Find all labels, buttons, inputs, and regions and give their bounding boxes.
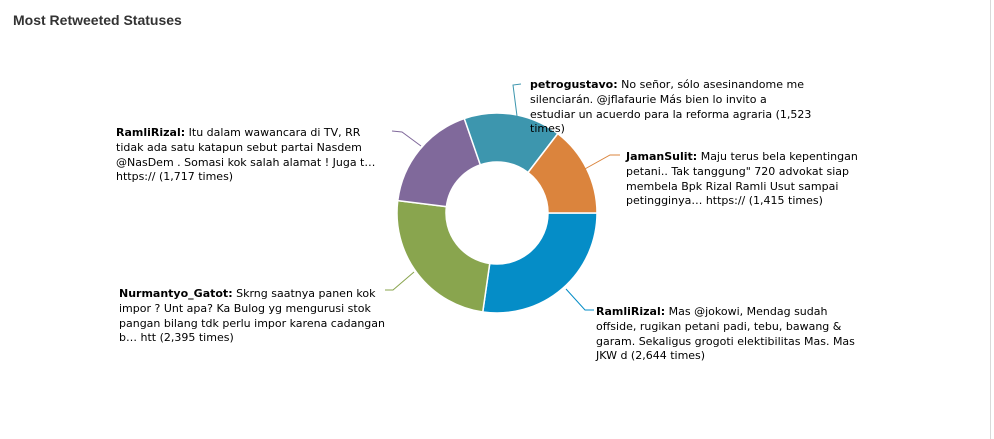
label-text: Mas @jokowi, Mendag sudah offside, rugikan petani padi, tebu, bawang & garam. Sekaligus grogoti elektibilitas Mas. Mas JKW d [596,305,855,363]
label-user: RamliRizal [596,305,661,318]
label-connector [385,272,414,290]
label-connector [566,289,594,310]
slice-label: petrogustavo: No señor, sólo asesinandome me silenciarán. @jflafaurie Más bien lo invito a estudiar un acuerdo para la reforma agraria (1,523 times) [530,78,812,136]
label-user: Nurmantyo_Gatot [119,287,229,300]
label-user: petrogustavo [530,78,614,91]
label-text: Maju terus bela kepentingan petani.. Tak tanggung" 720 advokat siap membela Bpk Rizal Ramli Usut sampai petingginya… https:// [626,150,858,208]
label-text: Skrng saatnya panen kok impor ? Unt apa? Ka Bulog yg mengurusi stok pangan bilang tdk perlu impor karena cadangan b… htt [119,287,385,345]
label-user: JamanSulit [626,150,693,163]
label-connector [583,155,620,170]
label-count: (1,717 times) [158,170,234,184]
label-connector [392,131,421,146]
chart-title: Most Retweeted Statuses [13,12,182,28]
donut-slice[interactable] [397,201,490,312]
label-user: RamliRizal [116,126,181,139]
slice-label: JamanSulit: Maju terus bela kepentingan petani.. Tak tanggung" 720 advokat siap membela Bpk Rizal Ramli Usut sampai petingginya… https:// (1,415 times) [626,150,858,208]
slice-label: RamliRizal: Mas @jokowi, Mendag sudah offside, rugikan petani padi, tebu, bawang & garam. Sekaligus grogoti elektibilitas Mas. Mas JKW d (2,644 times) [596,305,855,363]
donut-slice[interactable] [398,119,481,207]
label-count: (2,395 times) [159,331,234,345]
label-count: (2,644 times) [630,349,706,363]
label-text: Itu dalam wawancara di TV, RR tidak ada satu katapun sebut partai Nasdem @NasDem . Somasi kok salah alamat ! Juga t… https:// [116,126,376,184]
label-count: (1,523 times) [530,107,812,136]
donut-slice[interactable] [483,213,597,313]
slices-group [397,113,597,313]
label-text: No señor, sólo asesinandome me silenciarán. @jflafaurie Más bien lo invito a estudiar un acuerdo para la reforma agraria [530,78,804,121]
label-count: (1,415 times) [748,194,823,208]
slice-label: RamliRizal: Itu dalam wawancara di TV, RR tidak ada satu katapun sebut partai Nasdem @NasDem . Somasi kok salah alamat ! Juga t… https:// (1,717 times) [116,126,376,184]
label-connector [513,84,521,116]
slice-label: Nurmantyo_Gatot: Skrng saatnya panen kok impor ? Unt apa? Ka Bulog yg mengurusi stok pangan bilang tdk perlu impor karena cadangan b… htt (2,395 times) [119,287,385,345]
